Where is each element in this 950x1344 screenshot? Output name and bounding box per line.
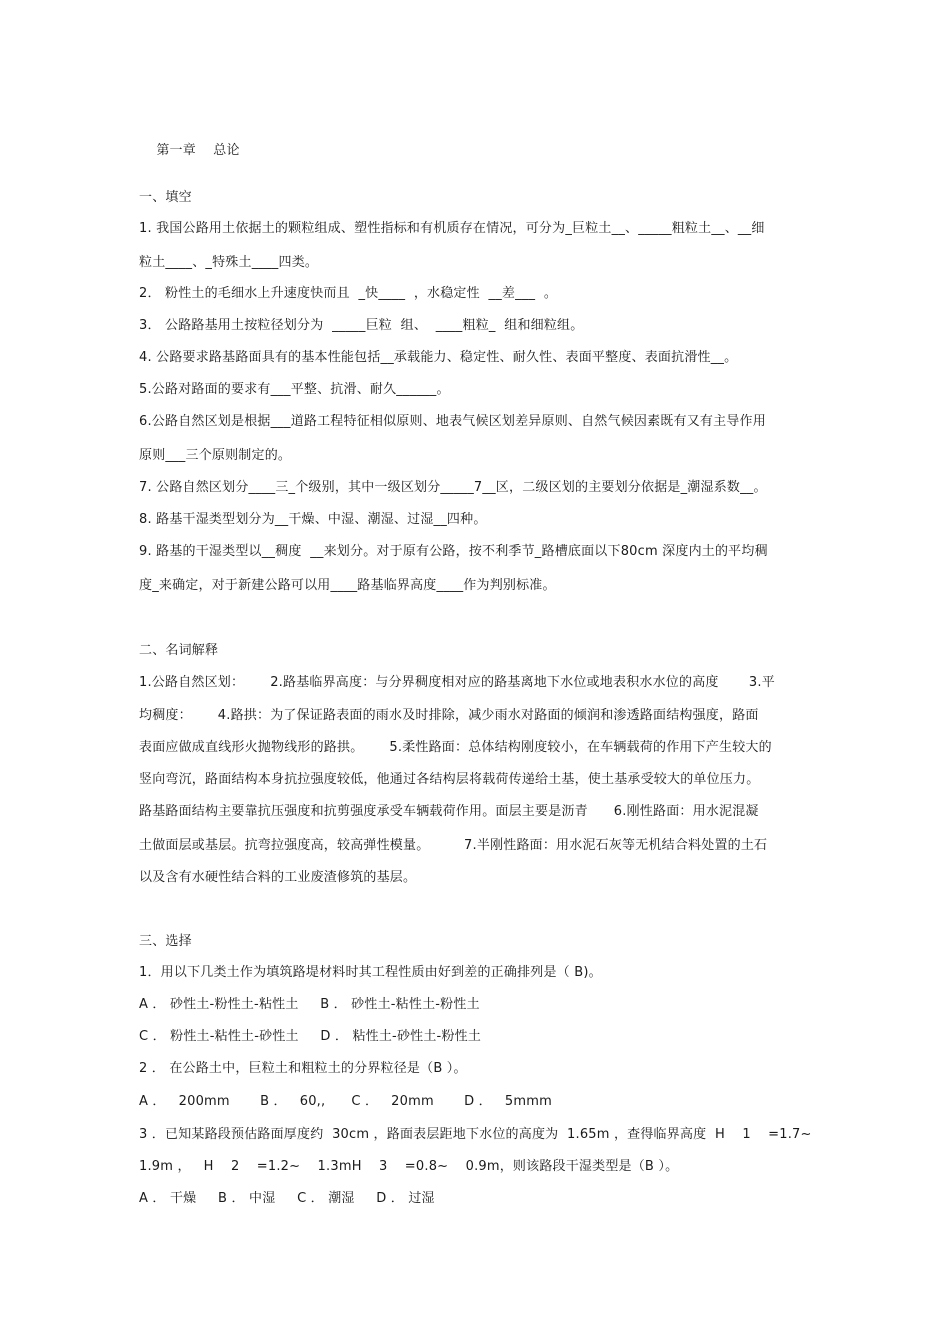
text-line: 7. 公路自然区划分____三_个级别，其中一级区划分_____7__区，二级区划的主要划分依据是_潮湿系数__。 [139, 480, 767, 495]
chapter-title-text: 第一章 总论 [156, 143, 240, 158]
question-1: 1．用以下几类土作为填筑路堤材料时其工程性质由好到差的正确排列是（ B)。 [139, 965, 602, 980]
question-3-cont: 1.9m ， H 2 =1.2~ 1.3mH 3 =0.8~ 0.9m，则该路段干湿类型是（B ）。 [139, 1159, 679, 1174]
chapter-title [139, 124, 240, 178]
text-line: 路基路面结构主要靠抗压强度和抗剪强度承受车辆载荷作用。面层主要是沥青 6.刚性路面：用水泥混凝 [139, 804, 759, 819]
text-line: 1. 我国公路用土依据土的颗粒组成、塑性指标和有机质存在情况，可分为_巨粒土__、_____粗粒土__、__细 [139, 221, 765, 236]
text-line: 粒土____、_特殊土____四类。 [139, 255, 319, 270]
section-heading-definitions: 二、名词解释 [139, 643, 219, 658]
text-line: 度_来确定，对于新建公路可以用____路基临界高度____作为判别标准。 [139, 578, 556, 593]
text-line: 2． 粉性土的毛细水上升速度快而且 _快____ ，水稳定性 __差___ 。 [139, 286, 558, 301]
question-2: 2 ． 在公路土中，巨粒土和粗粒土的分界粒径是（B ）。 [139, 1061, 467, 1076]
question-3-options: A ． 干燥 B ． 中湿 C ． 潮湿 D ． 过湿 [139, 1191, 435, 1206]
text-line: 以及含有水硬性结合料的工业废渣修筑的基层。 [139, 870, 417, 885]
question-3: 3 ．已知某路段预估路面厚度约 30cm ，路面表层距地下水位的高度为 1.65m ，查得临界高度 H 1 =1.7~ [139, 1127, 812, 1142]
text-line: 土做面层或基层。抗弯拉强度高，较高弹性模量。 7.半刚性路面：用水泥石灰等无机结合料处置的土石 [139, 838, 768, 853]
section-heading-fill-in: 一、填空 [139, 190, 192, 205]
question-2-options: A ． 200mm B ． 60,, C ． 20mm D ． 5mmm [139, 1094, 552, 1109]
question-1-options-cd: C ． 粉性土-粘性土-砂性土 D ． 粘性土-砂性土-粉性土 [139, 1029, 482, 1044]
text-line: 4. 公路要求路基路面具有的基本性能包括__承载能力、稳定性、耐久性、表面平整度、表面抗滑性__。 [139, 350, 738, 365]
text-line: 9. 路基的干湿类型以__稠度 __来划分。对于原有公路，按不利季节_路槽底面以下80cm 深度内土的平均稠 [139, 544, 768, 559]
section-heading-choice: 三、选择 [139, 934, 192, 949]
text-line: 表面应做成直线形火抛物线形的路拱。 5.柔性路面：总体结构刚度较小，在车辆载荷的作用下产生较大的 [139, 740, 772, 755]
question-1-options-ab: A ． 砂性土-粉性土-粘性土 B ． 砂性土-粘性土-粉性土 [139, 997, 480, 1012]
text-line: 6.公路自然区划是根据___道路工程特征相似原则、地表气候区划差异原则、自然气候因素既有又有主导作用 [139, 414, 766, 429]
text-line: 原则___三个原则制定的。 [139, 448, 292, 463]
text-line: 3． 公路路基用土按粒径划分为 _____巨粒 组、 ____粗粒_ 组和细粒组。 [139, 318, 584, 333]
text-line: 5.公路对路面的要求有___平整、抗滑、耐久______。 [139, 382, 450, 397]
text-line: 8. 路基干湿类型划分为__干燥、中湿、潮湿、过湿__四种。 [139, 512, 487, 527]
text-line: 竖向弯沉，路面结构本身抗拉强度较低，他通过各结构层将载荷传递给土基，使土基承受较大的单位压力。 [139, 772, 760, 787]
text-line: 均稠度： 4.路拱：为了保证路表面的雨水及时排除，减少雨水对路面的倾润和渗透路面结构强度，路面 [139, 708, 759, 723]
text-line: 1.公路自然区划： 2.路基临界高度：与分界稠度相对应的路基离地下水位或地表积水水位的高度 3.平 [139, 675, 775, 690]
